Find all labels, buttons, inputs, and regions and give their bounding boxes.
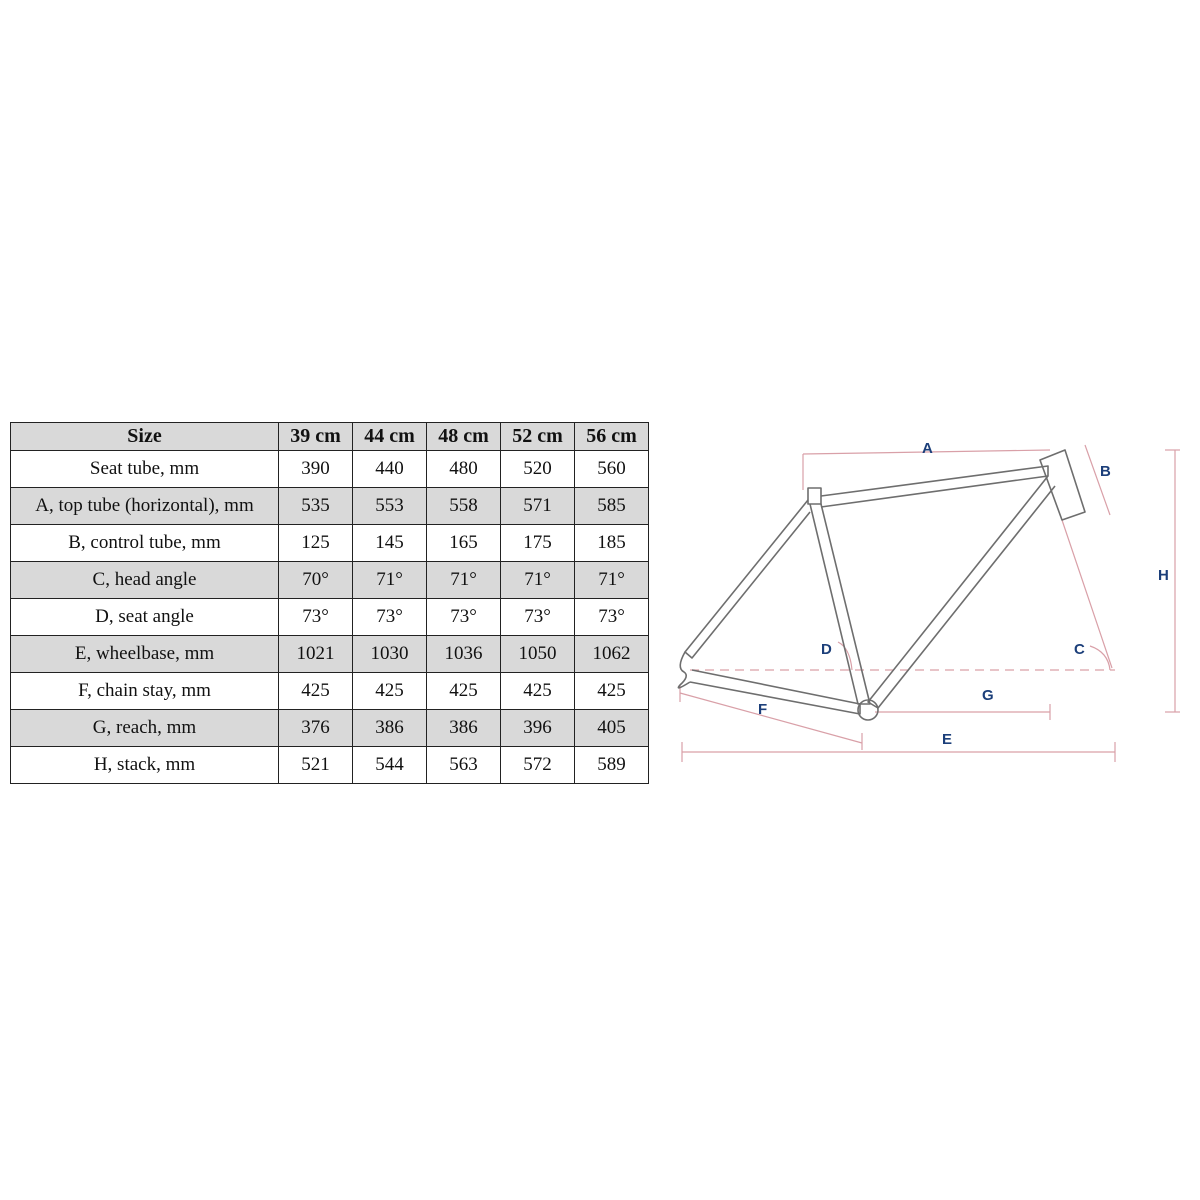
table-cell: 1021 [279, 636, 353, 673]
seat-tube-top [808, 488, 821, 504]
table-cell: 425 [427, 673, 501, 710]
row-label: B, control tube, mm [11, 525, 279, 562]
table-cell: 145 [353, 525, 427, 562]
table-cell: 571 [501, 488, 575, 525]
table-cell: 1062 [575, 636, 649, 673]
table-cell: 480 [427, 451, 501, 488]
bike-frame-diagram [670, 420, 1180, 780]
table-cell: 440 [353, 451, 427, 488]
row-label: A, top tube (horizontal), mm [11, 488, 279, 525]
size-column-header: 39 cm [279, 423, 353, 451]
table-cell: 1030 [353, 636, 427, 673]
table-cell: 585 [575, 488, 649, 525]
dimension-letter-g: G [982, 687, 994, 704]
row-label: F, chain stay, mm [11, 673, 279, 710]
table-cell: 165 [427, 525, 501, 562]
row-label: Seat tube, mm [11, 451, 279, 488]
dimension-letter-d: D [821, 641, 832, 658]
table-cell: 425 [501, 673, 575, 710]
table-cell: 71° [501, 562, 575, 599]
row-label: G, reach, mm [11, 710, 279, 747]
geometry-table [10, 422, 649, 784]
seat-stay [685, 500, 810, 658]
row-label: E, wheelbase, mm [11, 636, 279, 673]
top-tube [821, 466, 1048, 507]
size-column-header: 44 cm [353, 423, 427, 451]
table-cell: 175 [501, 525, 575, 562]
chain-stay [690, 670, 860, 714]
dimension-letter-h: H [1158, 567, 1169, 584]
table-cell: 1036 [427, 636, 501, 673]
table-cell: 521 [279, 747, 353, 784]
table-cell: 71° [427, 562, 501, 599]
table-cell: 396 [501, 710, 575, 747]
table-cell: 73° [279, 599, 353, 636]
table-row [11, 673, 649, 710]
head-tube [1040, 450, 1085, 520]
down-tube [868, 476, 1055, 708]
table-cell: 535 [279, 488, 353, 525]
table-cell: 589 [575, 747, 649, 784]
table-cell: 425 [575, 673, 649, 710]
table-cell: 376 [279, 710, 353, 747]
table-cell: 386 [427, 710, 501, 747]
table-cell: 558 [427, 488, 501, 525]
table-cell: 73° [427, 599, 501, 636]
dimension-letter-b: B [1100, 463, 1111, 480]
dimension-c-line [1062, 520, 1112, 668]
table-cell: 73° [575, 599, 649, 636]
size-header: Size [11, 423, 279, 451]
table-cell: 425 [353, 673, 427, 710]
table-header-row [11, 423, 649, 451]
dimension-letter-f: F [758, 701, 768, 718]
dimension-letter-c: C [1074, 641, 1085, 658]
table-cell: 70° [279, 562, 353, 599]
table-cell: 544 [353, 747, 427, 784]
table-row [11, 747, 649, 784]
table-cell: 572 [501, 747, 575, 784]
dimension-d-arc [838, 642, 852, 670]
table-cell: 185 [575, 525, 649, 562]
table-row [11, 562, 649, 599]
size-column-header: 56 cm [575, 423, 649, 451]
table-row [11, 451, 649, 488]
dimension-b-line [1085, 445, 1110, 515]
table-cell: 563 [427, 747, 501, 784]
size-column-header: 52 cm [501, 423, 575, 451]
bottom-bracket [858, 700, 878, 720]
table-cell: 425 [279, 673, 353, 710]
seat-tube [810, 504, 870, 704]
row-label: D, seat angle [11, 599, 279, 636]
table-cell: 71° [575, 562, 649, 599]
table-cell: 1050 [501, 636, 575, 673]
rear-dropout [678, 652, 690, 688]
bike-frame [678, 450, 1085, 720]
table-row [11, 599, 649, 636]
table-cell: 73° [353, 599, 427, 636]
table-cell: 553 [353, 488, 427, 525]
dimension-c-arc [1090, 646, 1110, 670]
dimension-letter-a: A [922, 440, 933, 457]
table-row [11, 488, 649, 525]
row-label: H, stack, mm [11, 747, 279, 784]
dimension-f-line [680, 693, 862, 743]
dimension-letter-e: E [942, 731, 953, 748]
table-cell: 405 [575, 710, 649, 747]
table-cell: 73° [501, 599, 575, 636]
table-row [11, 636, 649, 673]
table-row [11, 710, 649, 747]
table-row [11, 525, 649, 562]
table-cell: 520 [501, 451, 575, 488]
row-label: C, head angle [11, 562, 279, 599]
table-cell: 386 [353, 710, 427, 747]
size-column-header: 48 cm [427, 423, 501, 451]
table-cell: 71° [353, 562, 427, 599]
table-cell: 390 [279, 451, 353, 488]
table-cell: 560 [575, 451, 649, 488]
table-cell: 125 [279, 525, 353, 562]
